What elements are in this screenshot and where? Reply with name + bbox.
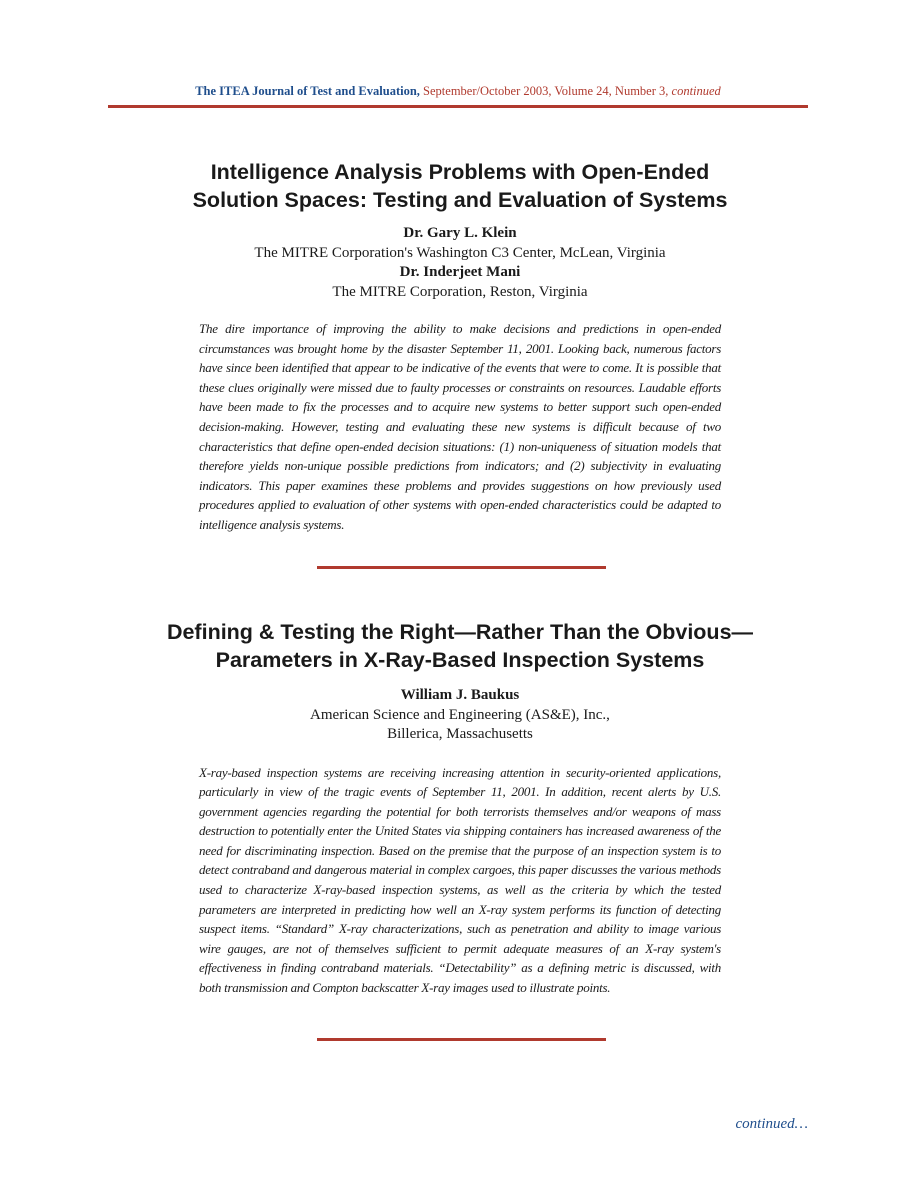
article-2-title-line2: Parameters in X-Ray-Based Inspection Systems xyxy=(215,648,705,672)
article-1-abstract: The dire importance of improving the ability to make decisions and predictions in open-ended circumstances was brought home by the disaster September 11, 2001. Looking back, numerous factors have since been identified that appear to be indicative of the events that were to come. It is possible that these clues originally were missed due to faulty processes or constraints on resources. Laudable efforts have been made to fix the processes and to acquire new systems to better support such open-ended decision-making. However, testing and evaluating these new systems is difficult because of two characteristics that define open-ended decision situations: (1) non-uniqueness of situation models that therefore yields non-unique possible predictions from indicators; and (2) subjectivity in evaluating indicators. This paper examines these problems and provides suggestions on how previously used procedures applied to evaluation of other systems with open-ended characteristics could be adapted to intelligence analysis systems. xyxy=(199,321,721,532)
article-1-title-line1: Intelligence Analysis Problems with Open-Ended xyxy=(210,160,710,184)
header-continued: continued xyxy=(671,84,721,98)
article-2-author1-affiliation: American Science and Engineering (AS&E), Inc., xyxy=(310,706,610,723)
article-1-title xyxy=(0,158,920,214)
issue-info: September/October 2003, Volume 24, Number 3, xyxy=(423,84,669,98)
section-divider-1 xyxy=(317,566,606,569)
continued-note: continued… xyxy=(735,1116,808,1132)
article-2 xyxy=(0,618,920,998)
article-2-title-line1: Defining & Testing the Right—Rather Than the Obvious— xyxy=(166,620,754,644)
journal-name: The ITEA Journal of Test and Evaluation, xyxy=(195,84,420,98)
article-1-author2-affiliation: The MITRE Corporation, Reston, Virginia xyxy=(332,283,588,300)
article-2-author1-location: Billerica, Massachusetts xyxy=(387,726,533,742)
article-1-authors xyxy=(0,224,920,302)
article-1 xyxy=(0,158,920,535)
article-1-title-line2: Solution Spaces: Testing and Evaluation of Systems xyxy=(192,188,728,212)
article-2-author1-name: William J. Baukus xyxy=(400,687,520,703)
article-1-author1-name: Dr. Gary L. Klein xyxy=(403,225,517,241)
article-2-authors xyxy=(0,686,920,745)
article-1-author1-affiliation: The MITRE Corporation's Washington C3 Center, McLean, Virginia xyxy=(254,244,666,261)
running-header xyxy=(108,84,808,99)
article-2-title xyxy=(0,618,920,674)
article-2-abstract: X-ray-based inspection systems are receiving increasing attention in security-oriented applications, particularly in view of the tragic events of September 11, 2001. In addition, recent alerts by U.S. government agencies regarding the potential for both terrorists themselves and/or weapons of mass destruction to potentially enter the United States via shipping containers has increased awareness of the need for discriminating inspection. Based on the premise that the purpose of an inspection system is to detect contraband and dangerous material in complex cargoes, this paper discusses the various methods used to characterize X-ray-based inspection systems, as well as the criteria by which the tested parameters are interpreted in predicting how well an X-ray system performs its function of detecting suspect items. “Standard” X-ray characterizations, such as penetration and ability to image various wire gauges, are not of themselves sufficient to permit adequate measures of an X-ray system's effectiveness in finding contraband materials. “Detectability” as a defining metric is discussed, with both transmission and Compton backscatter X-ray images used to illustrate points. xyxy=(199,764,721,996)
section-divider-2 xyxy=(317,1038,606,1041)
article-1-author2-name: Dr. Inderjeet Mani xyxy=(399,264,521,280)
header-rule xyxy=(108,105,808,108)
